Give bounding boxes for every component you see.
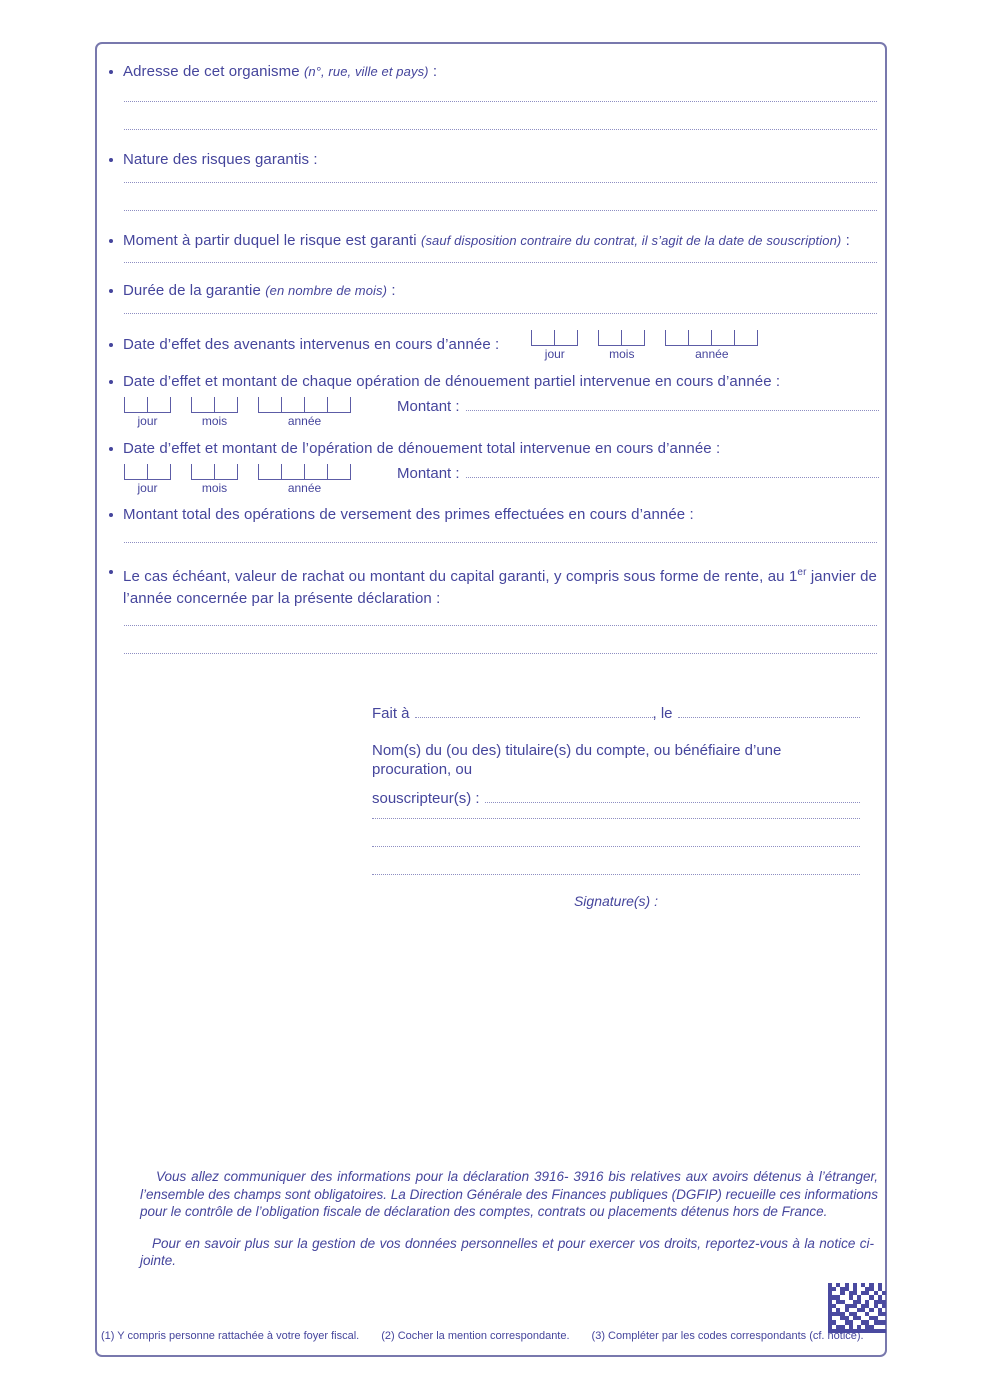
date-field-year[interactable]: [258, 464, 351, 495]
field-adresse-note: (n°, rue, ville et pays): [303, 64, 429, 79]
names-input-line-1[interactable]: [372, 818, 860, 819]
footnote-1: (1) Y compris personne rattachée à votre foyer fiscal.: [101, 1330, 360, 1342]
bullet-icon: [109, 289, 113, 293]
privacy-notice: [140, 1168, 878, 1270]
colon: :: [841, 232, 850, 249]
form-border: [95, 42, 887, 1357]
date-field-month[interactable]: [191, 397, 238, 428]
signature-block: [372, 704, 860, 909]
field-moment-note: (sauf disposition contraire du contrat, il s’agit de la date de souscription): [421, 233, 842, 248]
field-rachat-label-part1: Le cas échéant, valeur de rachat ou montant du capital garanti, y compris sous forme de rente, au 1: [123, 568, 798, 585]
bullet-icon: [109, 513, 113, 517]
field-primes-label: Montant total des opérations de versement des primes effectuées en cours d’année :: [123, 506, 694, 523]
month-label: mois: [609, 347, 635, 361]
superscript-er: er: [797, 567, 807, 578]
souscripteur-label: souscripteur(s) :: [372, 790, 480, 807]
date-field-day[interactable]: [531, 330, 578, 361]
year-label: année: [695, 347, 729, 361]
day-label: jour: [137, 414, 158, 428]
day-label: jour: [137, 481, 158, 495]
field-duree: [109, 281, 879, 300]
field-denouement-total-label: Date d’effet et montant de l’opération de dénouement total intervenue en cours d’année :: [123, 440, 721, 457]
date-field-day[interactable]: [124, 397, 171, 428]
bullet-icon: [109, 570, 113, 574]
datamatrix-barcode-icon: [828, 1283, 886, 1333]
souscripteur-input[interactable]: [485, 790, 860, 803]
field-avenants: [109, 335, 879, 361]
colon: :: [428, 63, 438, 80]
nom-titulaire-line: Nom(s) du (ou des) titulaire(s) du compte, ou bénéfiaire d’une procuration, ou: [372, 742, 782, 778]
month-label: mois: [201, 481, 228, 495]
primes-input-line[interactable]: [124, 542, 877, 543]
field-denouement-partiel: [109, 372, 879, 391]
fait-a-place-input[interactable]: [415, 705, 653, 718]
footnotes: [101, 1330, 864, 1343]
souscripteur-row: [372, 789, 860, 808]
field-nature: [109, 150, 879, 169]
montant-label: Montant :: [397, 465, 460, 482]
date-field-day[interactable]: [124, 464, 171, 495]
field-avenants-label: Date d’effet des avenants intervenus en cours d’année :: [123, 336, 500, 353]
colon: :: [387, 282, 396, 299]
bullet-icon: [109, 239, 113, 243]
field-duree-note: (en nombre de mois): [265, 283, 388, 298]
field-adresse-label: Adresse de cet organisme: [123, 63, 300, 80]
date-field-month[interactable]: [191, 464, 238, 495]
adresse-input-line-1[interactable]: [124, 101, 877, 102]
rachat-input-line-2[interactable]: [124, 653, 877, 654]
le-label: , le: [652, 705, 673, 722]
day-label: jour: [544, 347, 565, 361]
names-input-line-3[interactable]: [372, 874, 860, 875]
field-primes: [109, 505, 879, 524]
denouement-total-inputs: [124, 464, 879, 495]
denouement-partiel-inputs: [124, 397, 879, 428]
field-nature-label: Nature des risques garantis :: [123, 151, 318, 168]
year-label: année: [287, 481, 322, 495]
footnote-3: (3) Compléter par les codes correspondants (cf. notice).: [591, 1330, 864, 1342]
nature-input-line-2[interactable]: [124, 210, 877, 211]
signature-label: Signature(s) :: [573, 893, 659, 909]
field-rachat-label-part2: janvier de l’année concernée par la présente déclaration :: [123, 568, 878, 607]
denouement-partiel-date-group: [124, 397, 351, 428]
montant-input-line[interactable]: [466, 398, 879, 411]
footnote-2: (2) Cocher la mention correspondante.: [381, 1330, 570, 1342]
montant-input-line[interactable]: [466, 465, 879, 478]
year-label: année: [287, 414, 322, 428]
field-denouement-partiel-label: Date d’effet et montant de chaque opération de dénouement partiel intervenue en cours d’année :: [123, 373, 781, 390]
date-field-year[interactable]: [665, 330, 758, 361]
denouement-total-date-group: [124, 464, 351, 495]
field-adresse: [109, 62, 879, 81]
date-field-month[interactable]: [598, 330, 645, 361]
field-moment-label: Moment à partir duquel le risque est garanti: [123, 232, 417, 249]
fait-a-date-input[interactable]: [678, 705, 860, 718]
field-rachat: [109, 562, 879, 610]
date-field-year[interactable]: [258, 397, 351, 428]
adresse-input-line-2[interactable]: [124, 129, 877, 130]
fait-a-row: [372, 704, 860, 723]
fait-a-label: Fait à: [372, 705, 410, 722]
names-input-line-2[interactable]: [372, 846, 860, 847]
nature-input-line-1[interactable]: [124, 182, 877, 183]
bullet-icon: [109, 70, 113, 74]
bullet-icon: [109, 343, 113, 347]
bullet-icon: [109, 447, 113, 451]
bullet-icon: [109, 380, 113, 384]
montant-label: Montant :: [397, 398, 460, 415]
field-duree-label: Durée de la garantie: [123, 282, 261, 299]
bullet-icon: [109, 158, 113, 162]
moment-input-line[interactable]: [124, 262, 877, 263]
privacy-paragraph-1: Vous allez communiquer des informations pour la déclaration 3916- 3916 bis relatives aux avoirs détenus à l’étranger, l’ensemble des champs sont obligatoires. La Direction Générale des Finances publiques (DGFIP) recueille ces informations pour le contrôle de l’obligation fiscale de déclaration des comptes, contrats ou placements détenus hors de France.: [140, 1169, 878, 1219]
privacy-paragraph-2: Pour en savoir plus sur la gestion de vos données personnelles et pour exercer vos droits, reportez-vous à la notice ci-jointe.: [140, 1235, 874, 1268]
month-label: mois: [201, 414, 228, 428]
duree-input-line[interactable]: [124, 313, 877, 314]
field-moment: [109, 231, 879, 250]
field-denouement-total: [109, 439, 879, 458]
rachat-input-line-1[interactable]: [124, 625, 877, 626]
avenants-date-group: [531, 330, 758, 361]
